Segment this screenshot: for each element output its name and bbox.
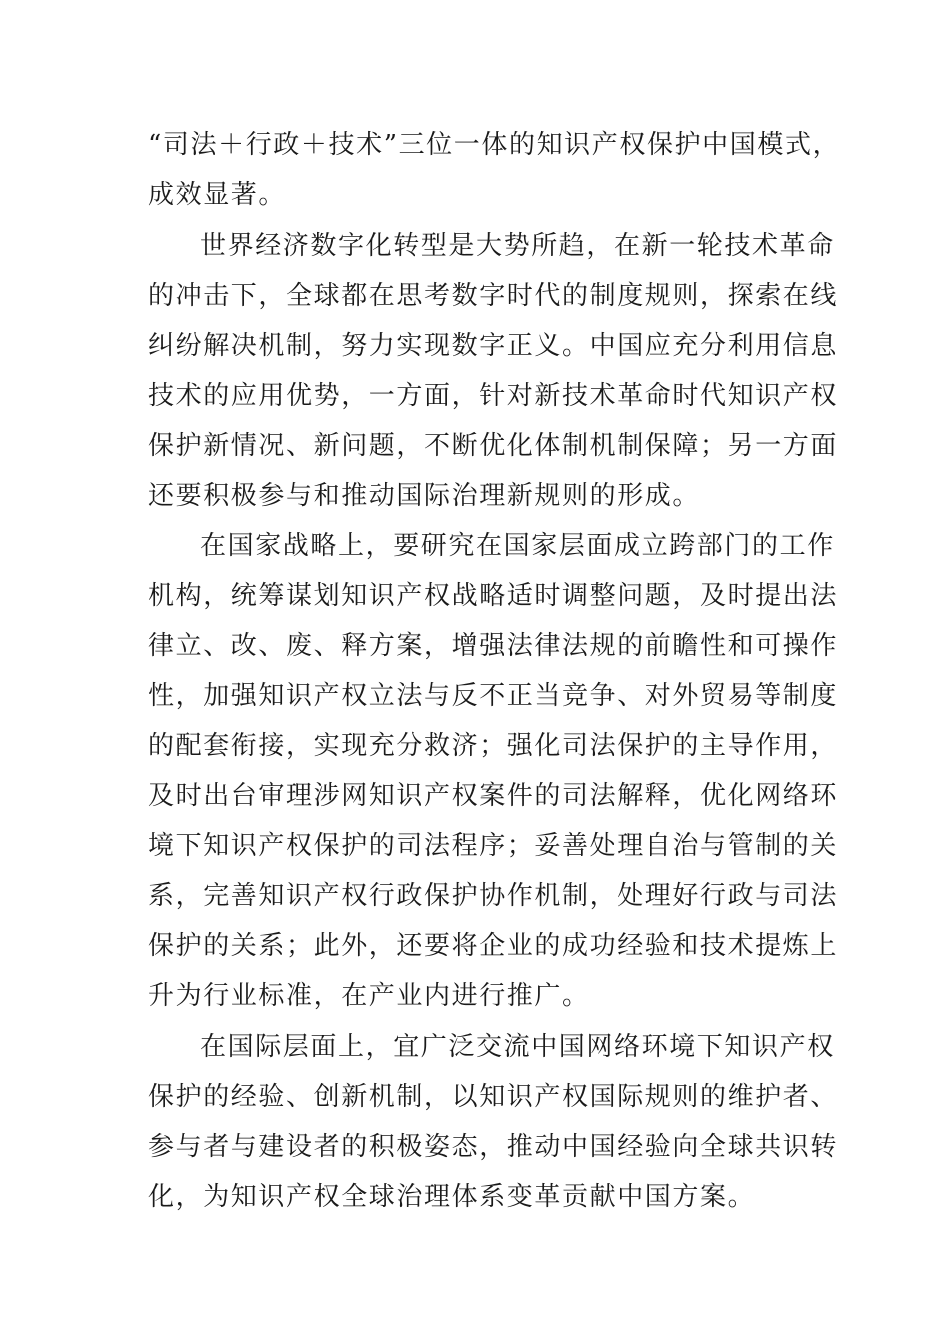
text-line: 及时出台审理涉网知识产权案件的司法解释，优化网络环: [148, 781, 839, 811]
paragraph-first-line: 在国家战略上，要研究在国家层面成立跨部门的工作: [200, 531, 835, 561]
text-line: 机构，统筹谋划知识产权战略适时调整问题，及时提出法: [148, 581, 839, 611]
text-line: 保护的经验、创新机制，以知识产权国际规则的维护者、: [148, 1082, 839, 1112]
text-line: 律立、改、废、释方案，增强法律法规的前瞻性和可操作: [148, 631, 839, 661]
text-line: 化，为知识产权全球治理体系变革贡献中国方案。: [148, 1182, 756, 1212]
paragraph-first-line: 世界经济数字化转型是大势所趋，在新一轮技术革命: [200, 231, 835, 261]
text-line: 技术的应用优势，一方面，针对新技术革命时代知识产权: [148, 381, 839, 411]
text-line: 性，加强知识产权立法与反不正当竞争、对外贸易等制度: [148, 681, 839, 711]
text-line: 保护新情况、新问题，不断优化体制机制保障；另一方面: [148, 431, 839, 461]
text-line: 保护的关系；此外，还要将企业的成功经验和技术提炼上: [148, 931, 839, 961]
text-line: 境下知识产权保护的司法程序；妥善处理自治与管制的关: [148, 831, 839, 861]
text-line: 成效显著。: [148, 180, 287, 210]
text-line: 系，完善知识产权行政保护协作机制，处理好行政与司法: [148, 881, 839, 911]
text-line: 的冲击下，全球都在思考数字时代的制度规则，探索在线: [148, 281, 839, 311]
text-line: “司法＋行政＋技术”三位一体的知识产权保护中国模式，: [148, 130, 841, 160]
text-line: 升为行业标准，在产业内进行推广。: [148, 981, 590, 1011]
text-line: 参与者与建设者的积极姿态，推动中国经验向全球共识转: [148, 1132, 839, 1162]
text-line: 的配套衔接，实现充分救济；强化司法保护的主导作用，: [148, 731, 839, 761]
text-line: 纠纷解决机制，努力实现数字正义。中国应充分利用信息: [148, 331, 839, 361]
paragraph-first-line: 在国际层面上，宜广泛交流中国网络环境下知识产权: [200, 1032, 835, 1062]
text-line: 还要积极参与和推动国际治理新规则的形成。: [148, 481, 701, 511]
